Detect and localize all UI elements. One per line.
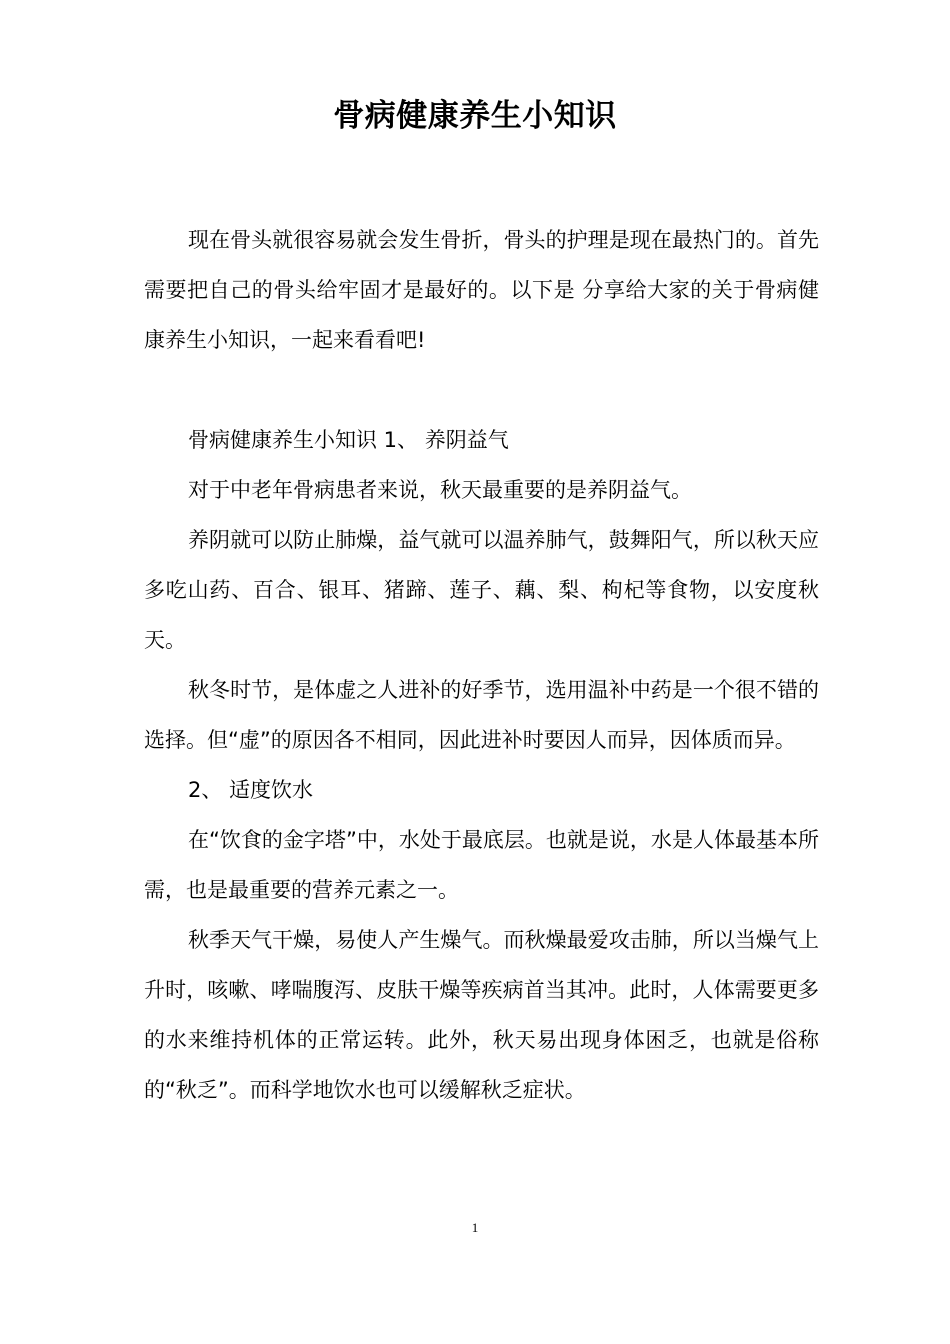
paragraph: 对于中老年骨病患者来说，秋天最重要的是养阴益气。 bbox=[188, 478, 692, 502]
document-title: 骨病健康养生小知识 bbox=[333, 98, 617, 134]
section-heading-1: 骨病健康养生小知识 1、 养阴益气 bbox=[188, 428, 509, 452]
paragraph: 养阴就可以防止肺燥，益气就可以温养肺气，鼓舞阳气，所以秋天应多吃山药、百合、银耳、猪蹄、莲子、藕、梨、枸杞等食物，以安度秋天。 bbox=[144, 528, 819, 652]
document-body bbox=[144, 215, 819, 1115]
paragraph: 秋冬时节，是体虚之人进补的好季节，选用温补中药是一个很不错的选择。但“虚”的原因各不相同，因此进补时要因人而异，因体质而异。 bbox=[144, 678, 819, 752]
paragraph: 秋季天气干燥，易使人产生燥气。而秋燥最爱攻击肺，所以当燥气上升时，咳嗽、哮喘腹泻、皮肤干燥等疾病首当其冲。此时，人体需要更多的水来维持机体的正常运转。此外，秋天易出现身体困乏，也就是俗称的“秋乏”。而科学地饮水也可以缓解秋乏症状。 bbox=[144, 928, 819, 1102]
paragraph: 在“饮食的金字塔”中，水处于最底层。也就是说，水是人体最基本所需，也是最重要的营养元素之一。 bbox=[144, 828, 819, 902]
section-heading-2: 2、 适度饮水 bbox=[188, 778, 314, 802]
page-number: 1 bbox=[471, 1220, 479, 1235]
intro-paragraph: 现在骨头就很容易就会发生骨折，骨头的护理是现在最热门的。首先需要把自己的骨头给牢固才是最好的。以下是 分享给大家的关于骨病健康养生小知识，一起来看看吧! bbox=[144, 228, 819, 352]
